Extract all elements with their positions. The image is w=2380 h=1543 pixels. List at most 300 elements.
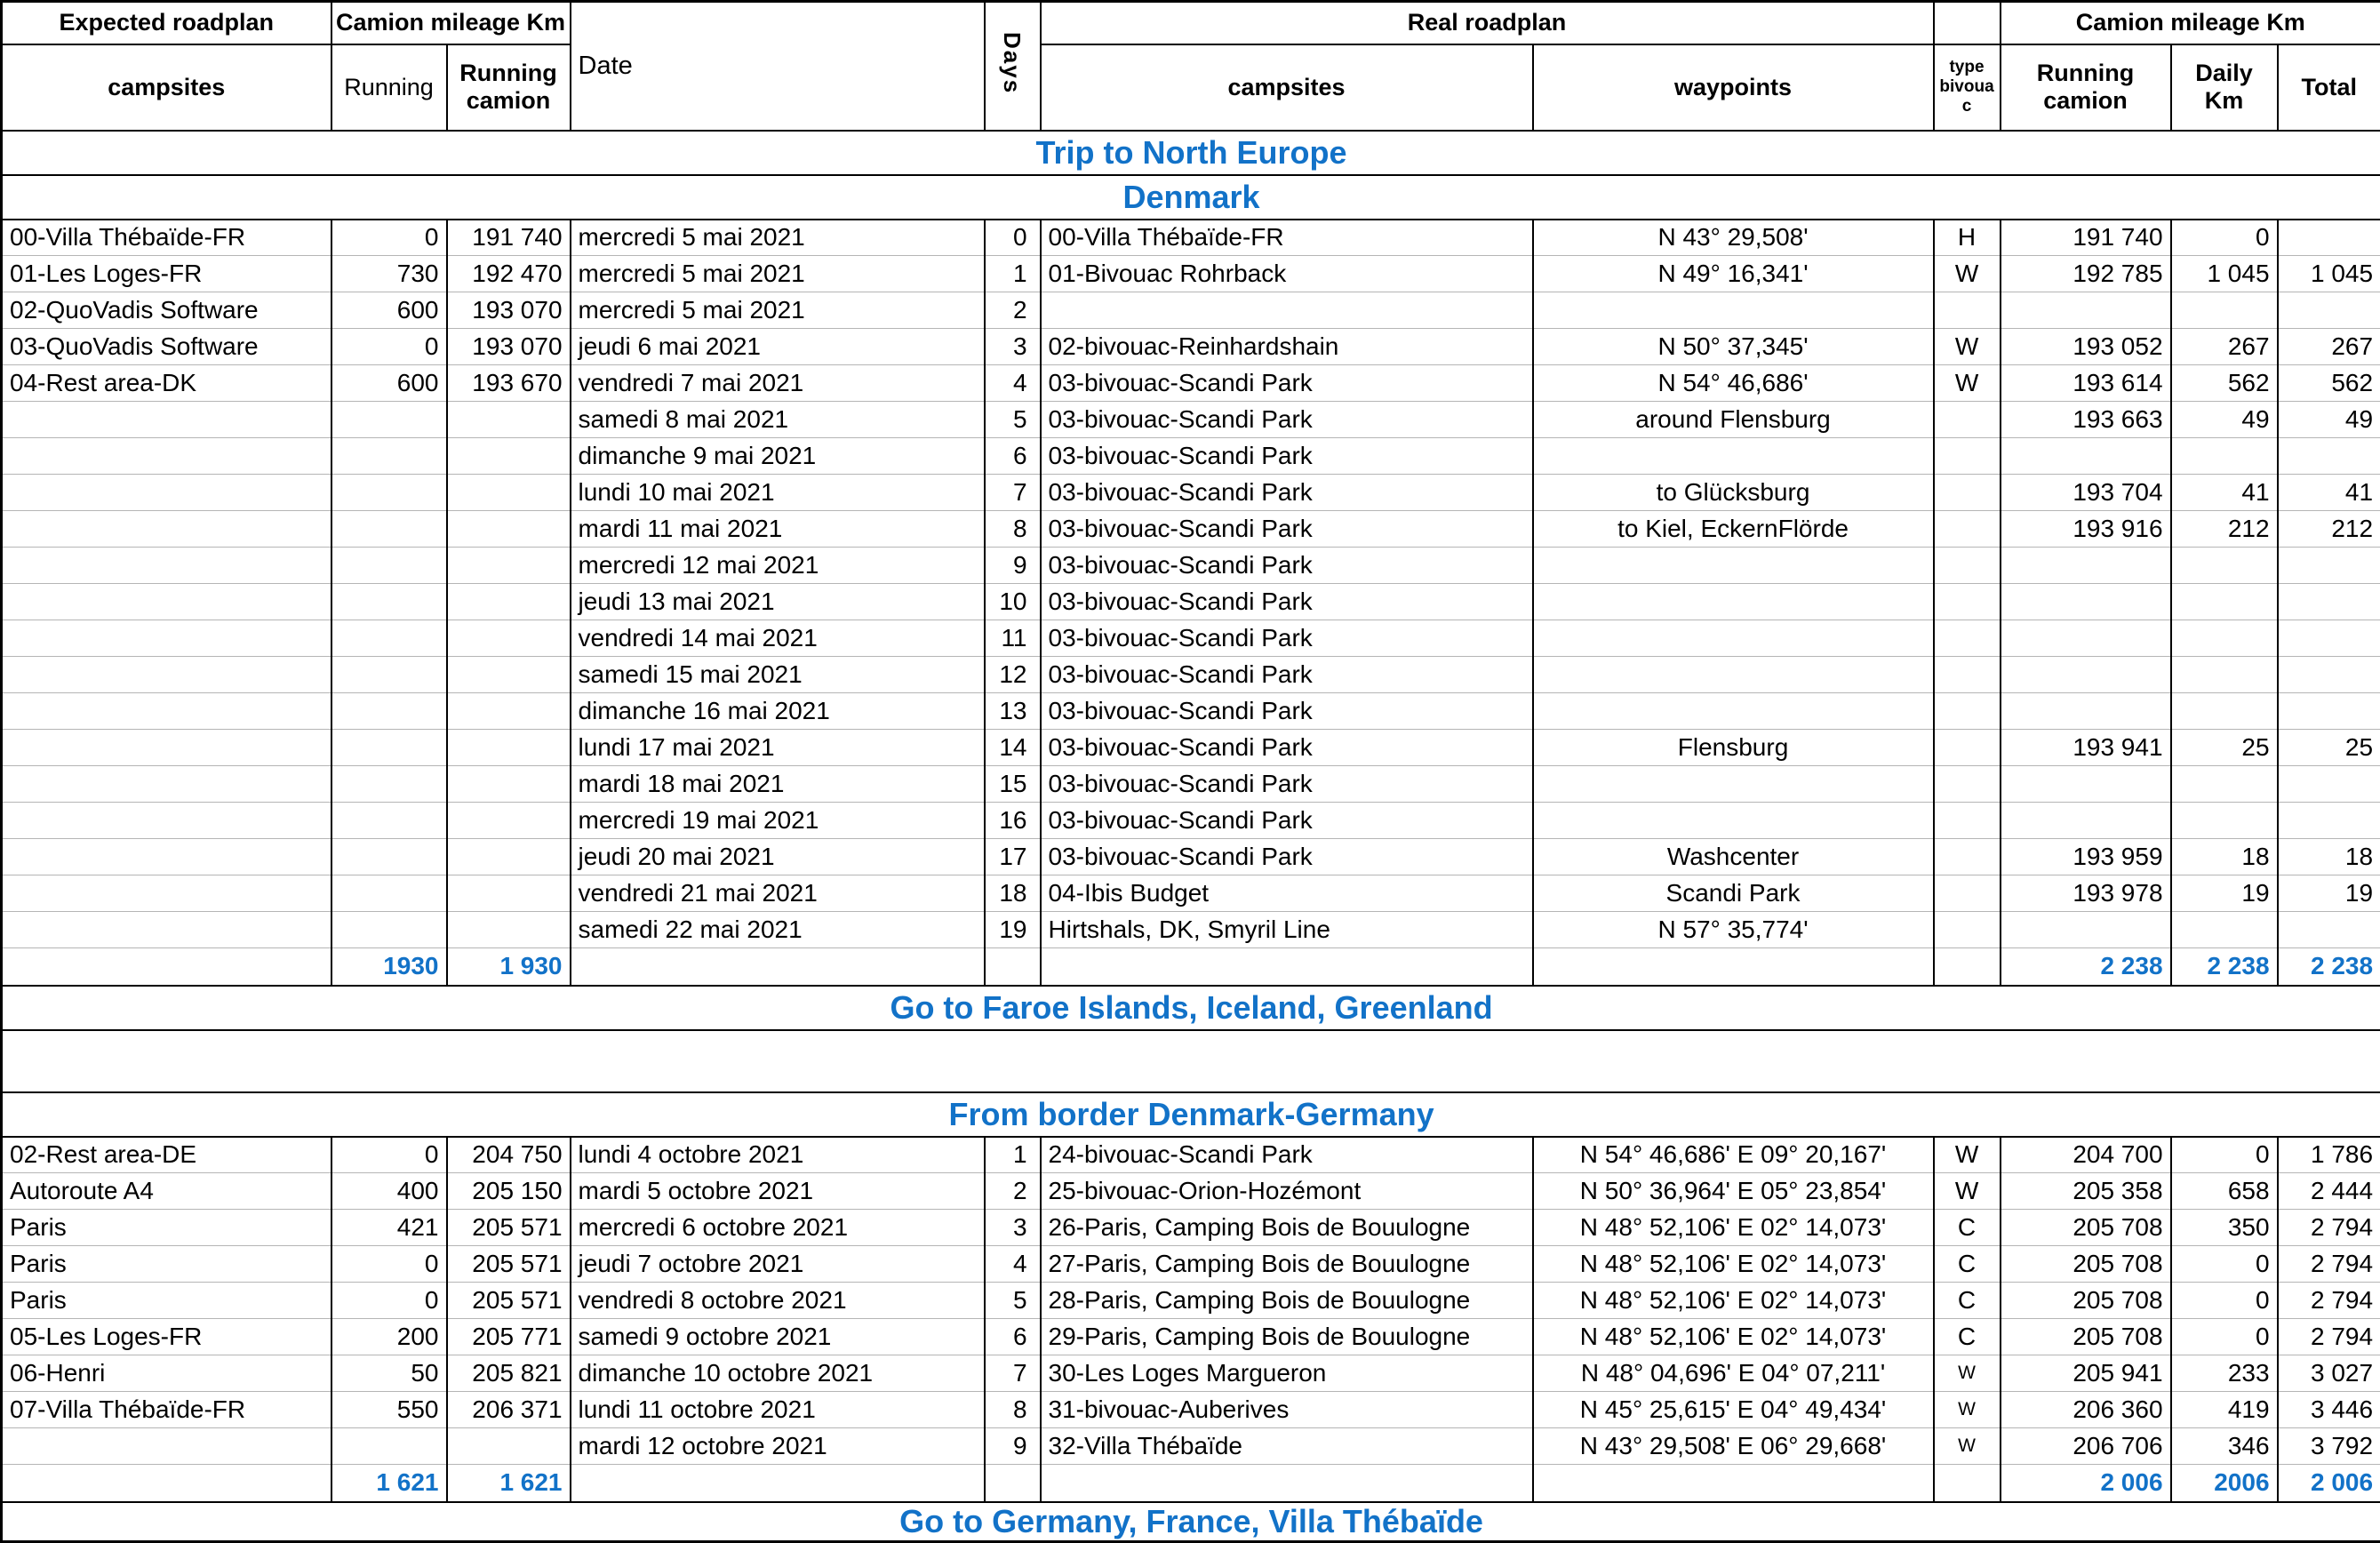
real-campsite-cell: 01-Bivouac Rohrback [1041, 256, 1533, 292]
real-running-camion-cell: 2 238 [2001, 948, 2171, 986]
date-cell: mercredi 5 mai 2021 [571, 220, 985, 256]
waypoint-cell: N 50° 36,964' E 05° 23,854' [1533, 1173, 1934, 1210]
section-title: Trip to North Europe [2, 131, 2380, 175]
day-number-cell [985, 1465, 1041, 1502]
real-running-camion-cell: 193 704 [2001, 475, 2171, 511]
real-campsite-cell: 03-bivouac-Scandi Park [1041, 766, 1533, 803]
expected-running-camion-cell: 193 070 [447, 292, 571, 329]
real-campsite-cell: 26-Paris, Camping Bois de Bouulogne [1041, 1210, 1533, 1246]
header-total: Total [2278, 44, 2380, 131]
expected-running-cell [331, 766, 447, 803]
expected-running-cell [331, 584, 447, 620]
day-number-cell: 1 [985, 1137, 1041, 1173]
real-running-camion-cell [2001, 292, 2171, 329]
real-campsite-cell: 03-bivouac-Scandi Park [1041, 584, 1533, 620]
expected-running-cell [331, 1428, 447, 1465]
daily-km-cell [2171, 584, 2278, 620]
blank-row [2, 1030, 2380, 1092]
real-running-camion-cell: 204 700 [2001, 1137, 2171, 1173]
daily-km-cell: 2 238 [2171, 948, 2278, 986]
waypoint-cell: N 48° 52,106' E 02° 14,073' [1533, 1246, 1934, 1283]
header-daily-km: Daily Km [2171, 44, 2278, 131]
date-cell: jeudi 6 mai 2021 [571, 329, 985, 365]
real-running-camion-cell [2001, 693, 2171, 730]
real-running-camion-cell: 205 708 [2001, 1319, 2171, 1355]
total-km-cell: 3 027 [2278, 1355, 2380, 1392]
total-km-cell [2278, 803, 2380, 839]
expected-campsite-cell [2, 912, 331, 948]
daily-km-cell: 233 [2171, 1355, 2278, 1392]
date-cell: mercredi 5 mai 2021 [571, 256, 985, 292]
date-cell: vendredi 14 mai 2021 [571, 620, 985, 657]
expected-running-camion-cell [447, 839, 571, 875]
date-cell: vendredi 8 octobre 2021 [571, 1283, 985, 1319]
type-bivouac-cell [1934, 657, 2001, 693]
waypoint-cell: N 54° 46,686' [1533, 365, 1934, 402]
expected-campsite-cell [2, 875, 331, 912]
daily-km-cell [2171, 548, 2278, 584]
date-cell: vendredi 7 mai 2021 [571, 365, 985, 402]
total-km-cell: 3 446 [2278, 1392, 2380, 1428]
daily-km-cell: 0 [2171, 1137, 2278, 1173]
days-vertical-label: Days [1001, 32, 1024, 94]
expected-campsite-cell [2, 657, 331, 693]
waypoint-cell: N 54° 46,686' E 09° 20,167' [1533, 1137, 1934, 1173]
waypoint-cell [1533, 584, 1934, 620]
section-title: From border Denmark-Germany [2, 1092, 2380, 1137]
daily-km-cell: 18 [2171, 839, 2278, 875]
type-bivouac-cell [1934, 438, 2001, 475]
expected-running-camion-cell: 205 771 [447, 1319, 571, 1355]
type-bivouac-cell: C [1934, 1246, 2001, 1283]
daily-km-cell [2171, 620, 2278, 657]
expected-campsite-cell: Paris [2, 1246, 331, 1283]
day-number-cell: 2 [985, 292, 1041, 329]
table-row [2, 766, 2380, 803]
daily-km-cell: 41 [2171, 475, 2278, 511]
total-km-cell: 562 [2278, 365, 2380, 402]
day-number-cell: 8 [985, 511, 1041, 548]
expected-campsite-cell [2, 693, 331, 730]
real-running-camion-cell: 193 941 [2001, 730, 2171, 766]
expected-running-cell [331, 620, 447, 657]
real-running-camion-cell: 205 708 [2001, 1283, 2171, 1319]
type-bivouac-cell: W [1934, 256, 2001, 292]
day-number-cell: 19 [985, 912, 1041, 948]
type-bivouac-cell [1934, 730, 2001, 766]
date-cell: mardi 18 mai 2021 [571, 766, 985, 803]
expected-running-cell [331, 803, 447, 839]
type-bivouac-cell [1934, 948, 2001, 986]
total-km-cell [2278, 620, 2380, 657]
real-running-camion-cell: 192 785 [2001, 256, 2171, 292]
expected-campsite-cell [2, 948, 331, 986]
expected-running-cell: 50 [331, 1355, 447, 1392]
expected-running-camion-cell: 205 150 [447, 1173, 571, 1210]
expected-running-camion-cell [447, 438, 571, 475]
type-bivouac-cell [1934, 875, 2001, 912]
expected-running-cell [331, 657, 447, 693]
total-km-cell: 2 794 [2278, 1210, 2380, 1246]
expected-campsite-cell [2, 730, 331, 766]
type-bivouac-cell [1934, 475, 2001, 511]
real-campsite-cell [1041, 292, 1533, 329]
day-number-cell: 0 [985, 220, 1041, 256]
real-campsite-cell [1041, 1465, 1533, 1502]
expected-campsite-cell [2, 1428, 331, 1465]
real-campsite-cell: 03-bivouac-Scandi Park [1041, 438, 1533, 475]
waypoint-cell: N 57° 35,774' [1533, 912, 1934, 948]
total-km-cell [2278, 912, 2380, 948]
section-title-row [2, 175, 2380, 220]
real-campsite-cell: 03-bivouac-Scandi Park [1041, 511, 1533, 548]
type-bivouac-cell [1934, 548, 2001, 584]
expected-running-cell: 0 [331, 1283, 447, 1319]
date-cell: jeudi 13 mai 2021 [571, 584, 985, 620]
waypoint-cell [1533, 657, 1934, 693]
expected-campsite-cell: 06-Henri [2, 1355, 331, 1392]
waypoint-cell: Flensburg [1533, 730, 1934, 766]
expected-running-cell: 550 [331, 1392, 447, 1428]
day-number-cell: 12 [985, 657, 1041, 693]
table-row [2, 475, 2380, 511]
total-km-cell [2278, 693, 2380, 730]
type-bivouac-cell [1934, 839, 2001, 875]
table-row [2, 657, 2380, 693]
type-bivouac-cell: W [1934, 1173, 2001, 1210]
table-row [2, 1173, 2380, 1210]
daily-km-cell [2171, 693, 2278, 730]
expected-running-cell: 730 [331, 256, 447, 292]
waypoint-cell: N 48° 52,106' E 02° 14,073' [1533, 1283, 1934, 1319]
real-campsite-cell: 03-bivouac-Scandi Park [1041, 730, 1533, 766]
real-campsite-cell: 03-bivouac-Scandi Park [1041, 402, 1533, 438]
real-running-camion-cell: 205 358 [2001, 1173, 2171, 1210]
daily-km-cell: 0 [2171, 1246, 2278, 1283]
waypoint-cell [1533, 766, 1934, 803]
day-number-cell: 16 [985, 803, 1041, 839]
real-running-camion-cell [2001, 620, 2171, 657]
real-running-camion-cell: 193 959 [2001, 839, 2171, 875]
table-row [2, 730, 2380, 766]
day-number-cell: 13 [985, 693, 1041, 730]
real-running-camion-cell: 2 006 [2001, 1465, 2171, 1502]
total-km-cell: 25 [2278, 730, 2380, 766]
real-running-camion-cell: 193 663 [2001, 402, 2171, 438]
real-campsite-cell: 03-bivouac-Scandi Park [1041, 803, 1533, 839]
total-km-cell: 2 444 [2278, 1173, 2380, 1210]
real-running-camion-cell: 206 360 [2001, 1392, 2171, 1428]
section-title-row [2, 1502, 2380, 1542]
real-running-camion-cell [2001, 548, 2171, 584]
date-cell: samedi 22 mai 2021 [571, 912, 985, 948]
expected-running-cell [331, 548, 447, 584]
waypoint-cell: N 48° 52,106' E 02° 14,073' [1533, 1210, 1934, 1246]
total-km-cell [2278, 220, 2380, 256]
date-cell: mercredi 19 mai 2021 [571, 803, 985, 839]
table-row [2, 548, 2380, 584]
table-row [2, 220, 2380, 256]
total-km-cell: 2 006 [2278, 1465, 2380, 1502]
waypoint-cell: around Flensburg [1533, 402, 1934, 438]
daily-km-cell: 350 [2171, 1210, 2278, 1246]
expected-running-cell [331, 402, 447, 438]
daily-km-cell [2171, 803, 2278, 839]
real-campsite-cell [1041, 948, 1533, 986]
date-cell: mardi 12 octobre 2021 [571, 1428, 985, 1465]
type-bivouac-cell: C [1934, 1210, 2001, 1246]
day-number-cell: 6 [985, 1319, 1041, 1355]
expected-running-cell: 400 [331, 1173, 447, 1210]
real-campsite-cell: 03-bivouac-Scandi Park [1041, 548, 1533, 584]
section-title: Go to Faroe Islands, Iceland, Greenland [2, 986, 2380, 1030]
daily-km-cell: 0 [2171, 1283, 2278, 1319]
expected-running-cell: 421 [331, 1210, 447, 1246]
blank-cell [2, 1030, 2380, 1092]
real-campsite-cell: 03-bivouac-Scandi Park [1041, 620, 1533, 657]
section-title-row [2, 131, 2380, 175]
type-bivouac-cell [1934, 620, 2001, 657]
expected-running-camion-cell [447, 693, 571, 730]
total-km-cell: 2 794 [2278, 1246, 2380, 1283]
expected-running-camion-cell [447, 584, 571, 620]
date-cell: lundi 11 octobre 2021 [571, 1392, 985, 1428]
expected-campsite-cell: 02-Rest area-DE [2, 1137, 331, 1173]
expected-campsite-cell: 01-Les Loges-FR [2, 256, 331, 292]
day-number-cell: 17 [985, 839, 1041, 875]
type-bivouac-cell: W [1934, 329, 2001, 365]
waypoint-cell: N 49° 16,341' [1533, 256, 1934, 292]
header-type-bivouac: type bivouac [1934, 44, 2001, 131]
real-running-camion-cell [2001, 438, 2171, 475]
real-running-camion-cell [2001, 657, 2171, 693]
day-number-cell: 11 [985, 620, 1041, 657]
table-row [2, 620, 2380, 657]
date-cell: mercredi 12 mai 2021 [571, 548, 985, 584]
total-km-cell: 1 045 [2278, 256, 2380, 292]
expected-campsite-cell [2, 438, 331, 475]
expected-running-cell: 0 [331, 1246, 447, 1283]
daily-km-cell [2171, 292, 2278, 329]
daily-km-cell: 1 045 [2171, 256, 2278, 292]
real-running-camion-cell: 193 916 [2001, 511, 2171, 548]
expected-running-cell [331, 438, 447, 475]
header-real-roadplan: Real roadplan [1041, 2, 1934, 44]
date-cell: dimanche 9 mai 2021 [571, 438, 985, 475]
header-running-camion-expected: Running camion [447, 44, 571, 131]
real-running-camion-cell: 205 708 [2001, 1246, 2171, 1283]
header-campsites-real: campsites [1041, 44, 1533, 131]
expected-campsite-cell: Paris [2, 1283, 331, 1319]
header-running-camion-real: Running camion [2001, 44, 2171, 131]
total-km-cell: 1 786 [2278, 1137, 2380, 1173]
waypoint-cell: N 45° 25,615' E 04° 49,434' [1533, 1392, 1934, 1428]
day-number-cell: 6 [985, 438, 1041, 475]
day-number-cell: 9 [985, 548, 1041, 584]
expected-running-cell: 200 [331, 1319, 447, 1355]
expected-running-camion-cell: 206 371 [447, 1392, 571, 1428]
real-campsite-cell: Hirtshals, DK, Smyril Line [1041, 912, 1533, 948]
waypoint-cell [1533, 693, 1934, 730]
day-number-cell: 4 [985, 1246, 1041, 1283]
expected-campsite-cell [2, 803, 331, 839]
daily-km-cell: 0 [2171, 1319, 2278, 1355]
expected-running-camion-cell: 205 571 [447, 1246, 571, 1283]
type-bivouac-cell: C [1934, 1283, 2001, 1319]
table-body [2, 131, 2380, 1542]
table-row [2, 1465, 2380, 1502]
date-cell: mardi 5 octobre 2021 [571, 1173, 985, 1210]
expected-running-cell [331, 912, 447, 948]
expected-campsite-cell: 03-QuoVadis Software [2, 329, 331, 365]
expected-campsite-cell: 04-Rest area-DK [2, 365, 331, 402]
daily-km-cell: 419 [2171, 1392, 2278, 1428]
real-running-camion-cell: 206 706 [2001, 1428, 2171, 1465]
expected-campsite-cell [2, 511, 331, 548]
section-title-row [2, 986, 2380, 1030]
daily-km-cell: 2006 [2171, 1465, 2278, 1502]
expected-running-camion-cell: 191 740 [447, 220, 571, 256]
real-running-camion-cell: 193 978 [2001, 875, 2171, 912]
expected-campsite-cell [2, 766, 331, 803]
day-number-cell: 5 [985, 402, 1041, 438]
date-cell: vendredi 21 mai 2021 [571, 875, 985, 912]
real-campsite-cell: 03-bivouac-Scandi Park [1041, 693, 1533, 730]
daily-km-cell: 562 [2171, 365, 2278, 402]
expected-running-camion-cell [447, 1428, 571, 1465]
real-running-camion-cell: 193 614 [2001, 365, 2171, 402]
total-km-cell: 267 [2278, 329, 2380, 365]
daily-km-cell: 212 [2171, 511, 2278, 548]
waypoint-cell: N 48° 04,696' E 04° 07,211' [1533, 1355, 1934, 1392]
expected-running-cell [331, 839, 447, 875]
table-row [2, 875, 2380, 912]
type-bivouac-cell: W [1934, 1137, 2001, 1173]
waypoint-cell [1533, 292, 1934, 329]
section-title: Go to Germany, France, Villa Thébaïde [2, 1502, 2380, 1542]
date-cell: samedi 9 octobre 2021 [571, 1319, 985, 1355]
day-number-cell: 14 [985, 730, 1041, 766]
total-km-cell [2278, 548, 2380, 584]
expected-campsite-cell [2, 584, 331, 620]
expected-running-cell: 1930 [331, 948, 447, 986]
real-running-camion-cell [2001, 803, 2171, 839]
type-bivouac-cell [1934, 511, 2001, 548]
waypoint-cell: Scandi Park [1533, 875, 1934, 912]
daily-km-cell: 0 [2171, 220, 2278, 256]
total-km-cell: 2 794 [2278, 1319, 2380, 1355]
day-number-cell: 7 [985, 1355, 1041, 1392]
real-campsite-cell: 28-Paris, Camping Bois de Bouulogne [1041, 1283, 1533, 1319]
expected-campsite-cell [2, 402, 331, 438]
real-campsite-cell: 03-bivouac-Scandi Park [1041, 365, 1533, 402]
header-camion-mileage-right: Camion mileage Km [2001, 2, 2380, 44]
total-km-cell [2278, 438, 2380, 475]
expected-running-cell [331, 693, 447, 730]
expected-running-camion-cell: 204 750 [447, 1137, 571, 1173]
expected-running-camion-cell: 192 470 [447, 256, 571, 292]
type-bivouac-cell [1934, 584, 2001, 620]
real-campsite-cell: 25-bivouac-Orion-Hozémont [1041, 1173, 1533, 1210]
waypoint-cell: N 43° 29,508' E 06° 29,668' [1533, 1428, 1934, 1465]
total-km-cell: 2 794 [2278, 1283, 2380, 1319]
table-row [2, 1137, 2380, 1173]
header-camion-mileage-left: Camion mileage Km [331, 2, 571, 44]
daily-km-cell: 346 [2171, 1428, 2278, 1465]
waypoint-cell [1533, 948, 1934, 986]
date-cell: mardi 11 mai 2021 [571, 511, 985, 548]
day-number-cell: 3 [985, 1210, 1041, 1246]
table-row [2, 1283, 2380, 1319]
expected-running-camion-cell [447, 511, 571, 548]
real-campsite-cell: 02-bivouac-Reinhardshain [1041, 329, 1533, 365]
table-row [2, 511, 2380, 548]
expected-running-camion-cell [447, 475, 571, 511]
type-bivouac-cell [1934, 402, 2001, 438]
section-title-row [2, 1092, 2380, 1137]
date-cell: mercredi 5 mai 2021 [571, 292, 985, 329]
day-number-cell: 9 [985, 1428, 1041, 1465]
real-campsite-cell: 03-bivouac-Scandi Park [1041, 839, 1533, 875]
daily-km-cell [2171, 438, 2278, 475]
table-row [2, 1210, 2380, 1246]
day-number-cell [985, 948, 1041, 986]
day-number-cell: 5 [985, 1283, 1041, 1319]
expected-campsite-cell: 02-QuoVadis Software [2, 292, 331, 329]
real-running-camion-cell: 205 941 [2001, 1355, 2171, 1392]
daily-km-cell [2171, 657, 2278, 693]
header-empty-cell [1934, 2, 2001, 44]
date-cell: jeudi 20 mai 2021 [571, 839, 985, 875]
real-campsite-cell: 31-bivouac-Auberives [1041, 1392, 1533, 1428]
table-row [2, 365, 2380, 402]
real-campsite-cell: 27-Paris, Camping Bois de Bouulogne [1041, 1246, 1533, 1283]
expected-running-camion-cell [447, 620, 571, 657]
type-bivouac-cell: C [1934, 1319, 2001, 1355]
date-cell: lundi 10 mai 2021 [571, 475, 985, 511]
table-row [2, 292, 2380, 329]
day-number-cell: 8 [985, 1392, 1041, 1428]
header-running: Running [331, 44, 447, 131]
total-km-cell: 18 [2278, 839, 2380, 875]
type-bivouac-cell: W [1934, 365, 2001, 402]
waypoint-cell: to Glücksburg [1533, 475, 1934, 511]
daily-km-cell: 267 [2171, 329, 2278, 365]
waypoint-cell [1533, 1465, 1934, 1502]
real-running-camion-cell: 205 708 [2001, 1210, 2171, 1246]
date-cell [571, 948, 985, 986]
expected-running-cell: 1 621 [331, 1465, 447, 1502]
expected-running-camion-cell: 1 621 [447, 1465, 571, 1502]
table-header [2, 2, 2380, 131]
expected-campsite-cell: Paris [2, 1210, 331, 1246]
total-km-cell: 212 [2278, 511, 2380, 548]
expected-campsite-cell [2, 1465, 331, 1502]
expected-campsite-cell: 00-Villa Thébaïde-FR [2, 220, 331, 256]
daily-km-cell [2171, 766, 2278, 803]
real-campsite-cell: 03-bivouac-Scandi Park [1041, 657, 1533, 693]
date-cell: samedi 15 mai 2021 [571, 657, 985, 693]
header-waypoints: waypoints [1533, 44, 1934, 131]
table-row [2, 256, 2380, 292]
expected-running-cell [331, 730, 447, 766]
section-title: Denmark [2, 175, 2380, 220]
daily-km-cell [2171, 912, 2278, 948]
total-km-cell [2278, 292, 2380, 329]
table-row [2, 912, 2380, 948]
expected-running-camion-cell: 193 670 [447, 365, 571, 402]
date-cell: lundi 4 octobre 2021 [571, 1137, 985, 1173]
